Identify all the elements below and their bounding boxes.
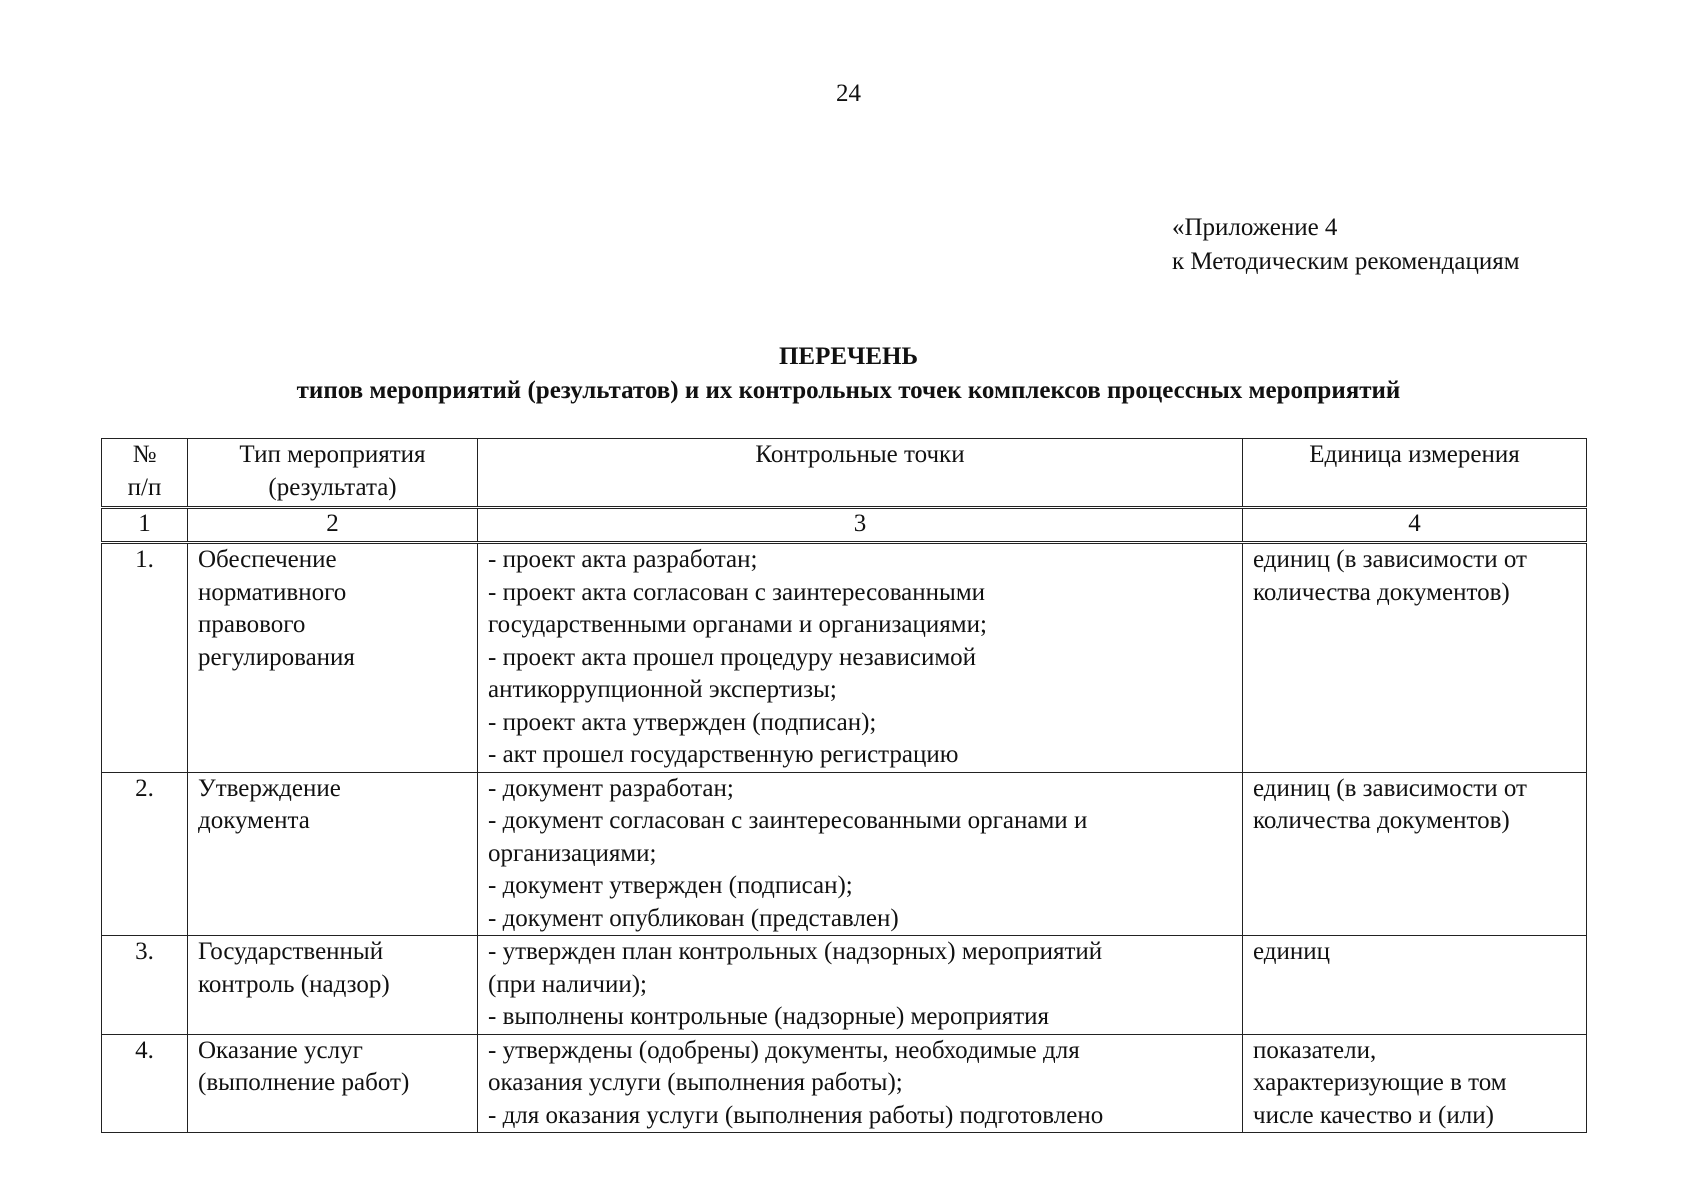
table-row <box>102 543 1587 773</box>
unit-of-measure <box>1243 543 1587 773</box>
table-body <box>102 543 1587 1133</box>
checkpoint-line: - документ опубликован (представлен) <box>488 904 899 932</box>
appendix-note <box>1172 211 1520 279</box>
checkpoint-line: - утвержден план контрольных (надзорных) мероприятий <box>488 938 1103 965</box>
unit-line: характеризующие в том <box>1253 1069 1507 1096</box>
activity-type-line: Оказание услуг <box>198 1036 363 1064</box>
checkpoint-line: - документ утвержден (подписан); <box>488 872 853 899</box>
checkpoint-line: - проект акта разработан; <box>488 546 758 573</box>
activity-type-line: нормативного <box>198 578 347 606</box>
activity-type-line: контроль (надзор) <box>198 970 390 998</box>
activity-type <box>188 936 478 1035</box>
appendix-line-2: к Методическим рекомендациям <box>1172 248 1520 275</box>
unit-line: единиц <box>1253 938 1331 965</box>
header-type-line-1: Тип мероприятия <box>239 441 426 468</box>
table-row <box>102 1034 1587 1133</box>
checkpoint-line: - для оказания услуги (выполнения работы) подготовлено <box>488 1101 1104 1129</box>
checkpoint-line: государственными органами и организациями; <box>488 611 987 638</box>
checkpoints <box>478 772 1243 936</box>
page-number: 24 <box>836 80 861 107</box>
checkpoints <box>478 936 1243 1035</box>
header-num-line-1: № <box>132 441 157 468</box>
activity-type-line: правового <box>198 611 306 638</box>
title-line-2: типов мероприятий (результатов) и их контрольных точек комплексов процессных мероприятий <box>296 377 1401 404</box>
unit-of-measure <box>1243 1034 1587 1133</box>
checkpoint-line: - выполнены контрольные (надзорные) мероприятия <box>488 1003 1050 1030</box>
unit-line: количества документов) <box>1253 578 1510 606</box>
column-number: 2 <box>188 508 478 543</box>
header-num-line-2: п/п <box>127 473 162 501</box>
unit-of-measure <box>1243 772 1587 936</box>
header-type <box>188 439 478 508</box>
activity-type-line: (выполнение работ) <box>198 1069 410 1096</box>
checkpoint-line: - проект акта прошел процедуру независимой <box>488 643 977 671</box>
checkpoint-line: антикоррупционной экспертизы; <box>488 676 837 703</box>
unit-of-measure <box>1243 936 1587 1035</box>
document-title <box>0 340 1697 408</box>
table-row <box>102 772 1587 936</box>
table-header-row <box>102 439 1587 508</box>
activity-type-line: регулирования <box>198 643 355 671</box>
row-number: 1. <box>102 543 188 773</box>
header-type-line-2: (результата) <box>268 473 397 501</box>
checkpoint-line: - утверждены (одобрены) документы, необходимые для <box>488 1036 1080 1064</box>
row-number: 2. <box>102 772 188 936</box>
activity-type-line: Обеспечение <box>198 546 337 573</box>
unit-line: единиц (в зависимости от <box>1253 774 1527 802</box>
checkpoints <box>478 543 1243 773</box>
unit-line: единиц (в зависимости от <box>1253 546 1527 573</box>
activities-table <box>101 438 1587 1133</box>
row-number: 3. <box>102 936 188 1035</box>
activity-type-line: Утверждение <box>198 774 341 802</box>
activity-type-line: документа <box>198 807 310 834</box>
checkpoint-line: - акт прошел государственную регистрацию <box>488 741 959 768</box>
checkpoint-line: - документ согласован с заинтересованными органами и <box>488 807 1088 834</box>
unit-line: показатели, <box>1253 1036 1377 1064</box>
unit-line: числе качество и (или) <box>1253 1101 1494 1129</box>
title-line-1: ПЕРЕЧЕНЬ <box>778 343 919 370</box>
column-number: 4 <box>1243 508 1587 543</box>
activity-type <box>188 1034 478 1133</box>
appendix-line-1: «Приложение 4 <box>1172 214 1338 241</box>
header-num <box>102 439 188 508</box>
checkpoint-line: организациями; <box>488 839 657 867</box>
activity-type-line: Государственный <box>198 938 384 965</box>
checkpoint-line: (при наличии); <box>488 970 647 998</box>
checkpoint-line: - проект акта утвержден (подписан); <box>488 708 877 736</box>
activity-type <box>188 543 478 773</box>
column-numbers-row <box>102 508 1587 543</box>
activity-type <box>188 772 478 936</box>
table-row <box>102 936 1587 1035</box>
checkpoint-line: - проект акта согласован с заинтересованными <box>488 578 986 606</box>
checkpoints <box>478 1034 1243 1133</box>
header-unit: Единица измерения <box>1243 439 1587 508</box>
header-checkpoints: Контрольные точки <box>478 439 1243 508</box>
column-number: 1 <box>102 508 188 543</box>
unit-line: количества документов) <box>1253 807 1510 834</box>
row-number: 4. <box>102 1034 188 1133</box>
checkpoint-line: оказания услуги (выполнения работы); <box>488 1069 903 1096</box>
checkpoint-line: - документ разработан; <box>488 774 734 802</box>
column-number: 3 <box>478 508 1243 543</box>
